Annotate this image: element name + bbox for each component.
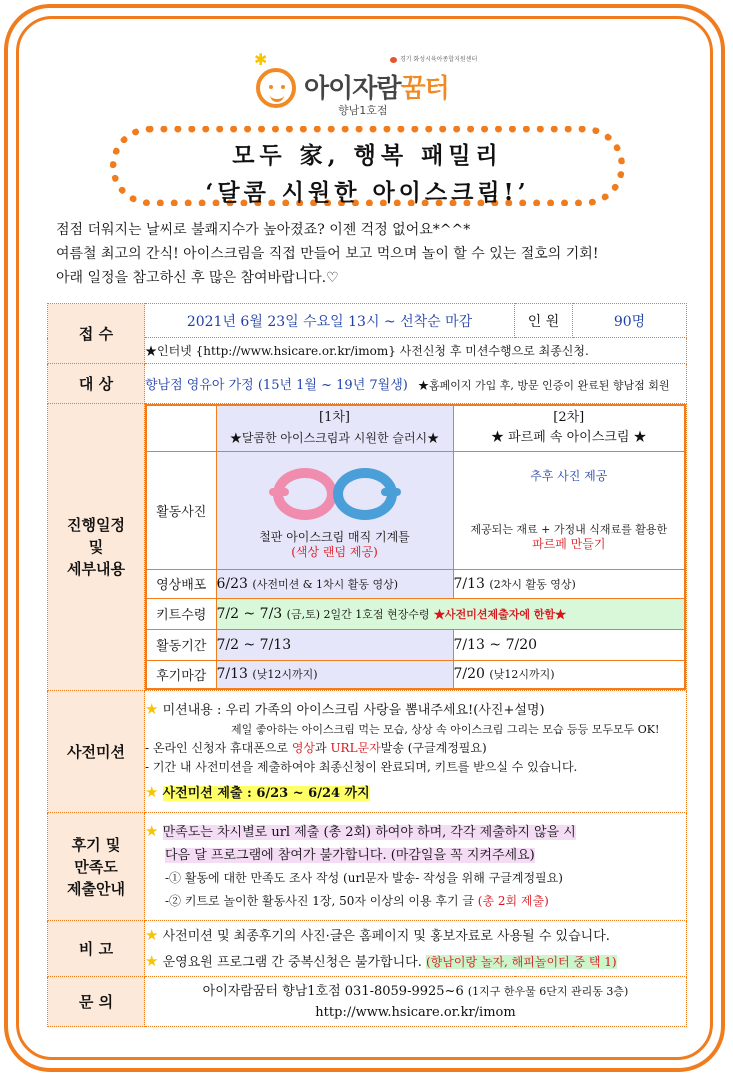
round1-photo-caption: 철판 아이스크림 매직 기계틀 [259,530,410,544]
survey-line-4-red: (총 2회 제출) [477,894,549,908]
pink-mold-icon [273,468,337,520]
review2-cell [453,660,685,689]
remarks-line-2: 운영요원 프로그램 간 중복신청은 불가합니다. [162,954,422,970]
survey-label-line-2: 만족도 [74,857,118,876]
star-icon: ★ [145,951,159,970]
kit-days: (금,토) 2일간 1호점 현장수령 [286,607,430,621]
intro-text [56,218,696,290]
round2-title: [2차] [553,410,585,426]
logo-branch: 향남1호점 [338,104,388,117]
round2-photo-placeholder: 추후 사진 제공 [530,468,608,483]
smile-face-icon [256,68,296,108]
video2-note: (2차시 활동 영상) [489,577,576,591]
remarks-cell [145,921,687,977]
video1-note: (사전미션 & 1차시 활동 영상) [252,577,399,591]
survey-label-line-1: 후기 및 [71,835,121,854]
mission-line-3-post: 발송 (구글계정필요) [380,741,487,755]
review1-note: (낮12시까지) [252,668,318,682]
target-label: 대 상 [48,364,145,404]
remarks-label: 비 고 [48,921,145,977]
survey-line-3: -① 활동에 대한 만족도 조사 작성 (url문자 발송- 작성을 위해 구글계정필요) [165,871,563,885]
round1-title: [1차] [319,410,350,426]
intro-line-3: 아래 일정을 참고하신 후 많은 참여바랍니다.♡ [56,270,339,286]
period-label: 활동기간 [146,629,216,660]
round2-header [453,405,685,451]
schedule-label-line-3: 세부내용 [67,560,125,578]
blue-mold-icon [333,468,397,520]
round2-desc: 제공되는 재료 + 가정내 식재료를 활용한 [470,522,668,536]
video1-cell [216,569,453,598]
round1-photo-note: (색상 랜덤 제공) [291,545,378,559]
intro-line-2: 여름철 최고의 간식! 아이스크림을 직접 만들어 보고 먹으며 놀이 할 수 있는 절호의 기회! [56,246,599,262]
video2-date: 7/13 [453,575,485,592]
target-value: 향남점 영유아 가정 (15년 1월 ~ 19년 7월생) [145,378,408,393]
title-line-1: 모두 家, 행복 패밀리 [232,142,503,169]
survey-label [48,813,145,921]
logo-name-part1: 아이자람 [304,74,401,104]
mission-cell [145,691,687,813]
round1-photo-cell [216,451,453,569]
remarks-line-2-note: (향남이랑 놀자, 해피놀이터 중 택 1) [426,954,617,969]
reception-note: ★인터넷 {http://www.hsicare.or.kr/imom} 사전신청 후 미션수행으로 최종신청. [145,338,687,364]
survey-line-4 [145,890,686,913]
target-note: ★홈페이지 가입 후, 방문 인증이 완료된 향남점 회원 [417,379,670,392]
photo-label: 활동사진 [146,451,216,569]
logo [250,50,490,120]
contact-line-1-note: (1지구 한우물 6단지 관리동 3층) [467,984,629,998]
capacity-value: 90명 [573,304,687,338]
video2-cell [453,569,685,598]
contact-label: 문 의 [48,977,145,1027]
logo-center-name: 경기 화성시육아종합지원센터 [390,54,477,63]
schedule-detail [145,404,687,691]
review-label: 후기마감 [146,660,216,689]
mission-line-3-mid: 과 [315,741,331,755]
reception-date: 2021년 6월 23일 수요일 13시 ~ 선착순 마감 [145,304,515,338]
info-table [47,303,687,1027]
star-icon: ★ [145,700,159,718]
target-cell [145,364,687,404]
star-icon: ★ [145,925,159,944]
round2-name: ★ 파르페 속 아이스크림 ★ [490,430,647,446]
logo-name [304,68,449,105]
schedule-label-line-2: 및 [88,538,104,556]
mission-line-4: - 기간 내 사전미션을 제출하여야 최종신청이 완료되며, 키트를 받으실 수 있습니다. [145,760,578,774]
star-icon: ✱ [254,50,268,69]
mission-line-2: 제일 좋아하는 아이스크림 먹는 모습, 상상 속 아이스크림 그리는 모습 등등 모두모두 OK! [231,723,660,736]
survey-line-4-pre: -② 키트로 놀이한 활동사진 1장, 50자 이상의 이용 후기 글 [165,894,478,908]
survey-line-2: 다음 달 프로그램에 참여가 불가합니다. (마감일을 꼭 지켜주세요) [165,848,535,863]
round1-name: ★달콤한 아이스크림과 시원한 슬러시★ [229,431,440,446]
remarks-line-1: 사전미션 및 최종후기의 사진·글은 홈페이지 및 홍보자료로 사용될 수 있습니다. [162,928,610,944]
review2-note: (낮12시까지) [489,668,555,682]
title-box [110,126,625,206]
round1-header [216,405,453,451]
round2-photo-cell [453,451,685,569]
kit-note: ★사전미션제출자에 한함★ [433,607,567,621]
icecream-mold-image [255,460,415,526]
mission-line-3-pre: - 온라인 신청자 휴대폰으로 [145,741,292,755]
star-icon: ★ [145,783,159,801]
schedule-corner [146,405,216,451]
schedule-table [145,404,686,690]
contact-url: http://www.hsicare.or.kr/imom [315,1004,516,1020]
intro-line-1: 점점 더워지는 날씨로 불쾌지수가 높아졌죠? 이젠 걱정 없어요*^^* [56,222,471,238]
title-line-2: ‘달콤 시원한 아이스크림!’ [205,179,530,206]
schedule-label-line-1: 진행일정 [67,516,125,534]
period1: 7/2 ~ 7/13 [216,629,453,660]
logo-name-part2: 꿈터 [400,74,449,104]
kit-cell [216,598,685,629]
period2: 7/13 ~ 7/20 [453,629,685,660]
mission-line-3 [145,739,686,758]
survey-line-1: 만족도는 차시별로 url 제출 (총 2회) 하여야 하며, 각각 제출하지 않을 시 [162,825,576,840]
contact-line-1: 아이자람꿈터 향남1호점 031-8059-9925~6 [202,983,464,999]
kit-date: 7/2 ~ 7/3 [216,605,283,622]
star-icon: ★ [145,822,159,840]
survey-cell [145,813,687,921]
mission-deadline: 사전미션 제출 : 6/23 ~ 6/24 까지 [162,786,370,801]
capacity-label: 인 원 [515,304,573,338]
review2-date: 7/20 [453,666,485,683]
schedule-label [48,404,145,691]
contact-cell [145,977,687,1027]
review1-cell [216,660,453,689]
reception-label: 접 수 [48,304,145,364]
video-label: 영상배포 [146,569,216,598]
round2-desc-red: 파르페 만들기 [532,536,606,551]
kit-label: 키트수령 [146,598,216,629]
mission-line-1: 미션내용 : 우리 가족의 아이스크림 사랑을 뽐내주세요!(사진+설명) [162,703,545,718]
review1-date: 7/13 [216,666,248,683]
survey-label-line-3: 제출안내 [67,879,125,898]
mission-label: 사전미션 [48,691,145,813]
video1-date: 6/23 [216,575,248,592]
mission-line-3-red1: 영상 [291,741,316,755]
mission-line-3-red2: URL문자 [330,741,381,755]
